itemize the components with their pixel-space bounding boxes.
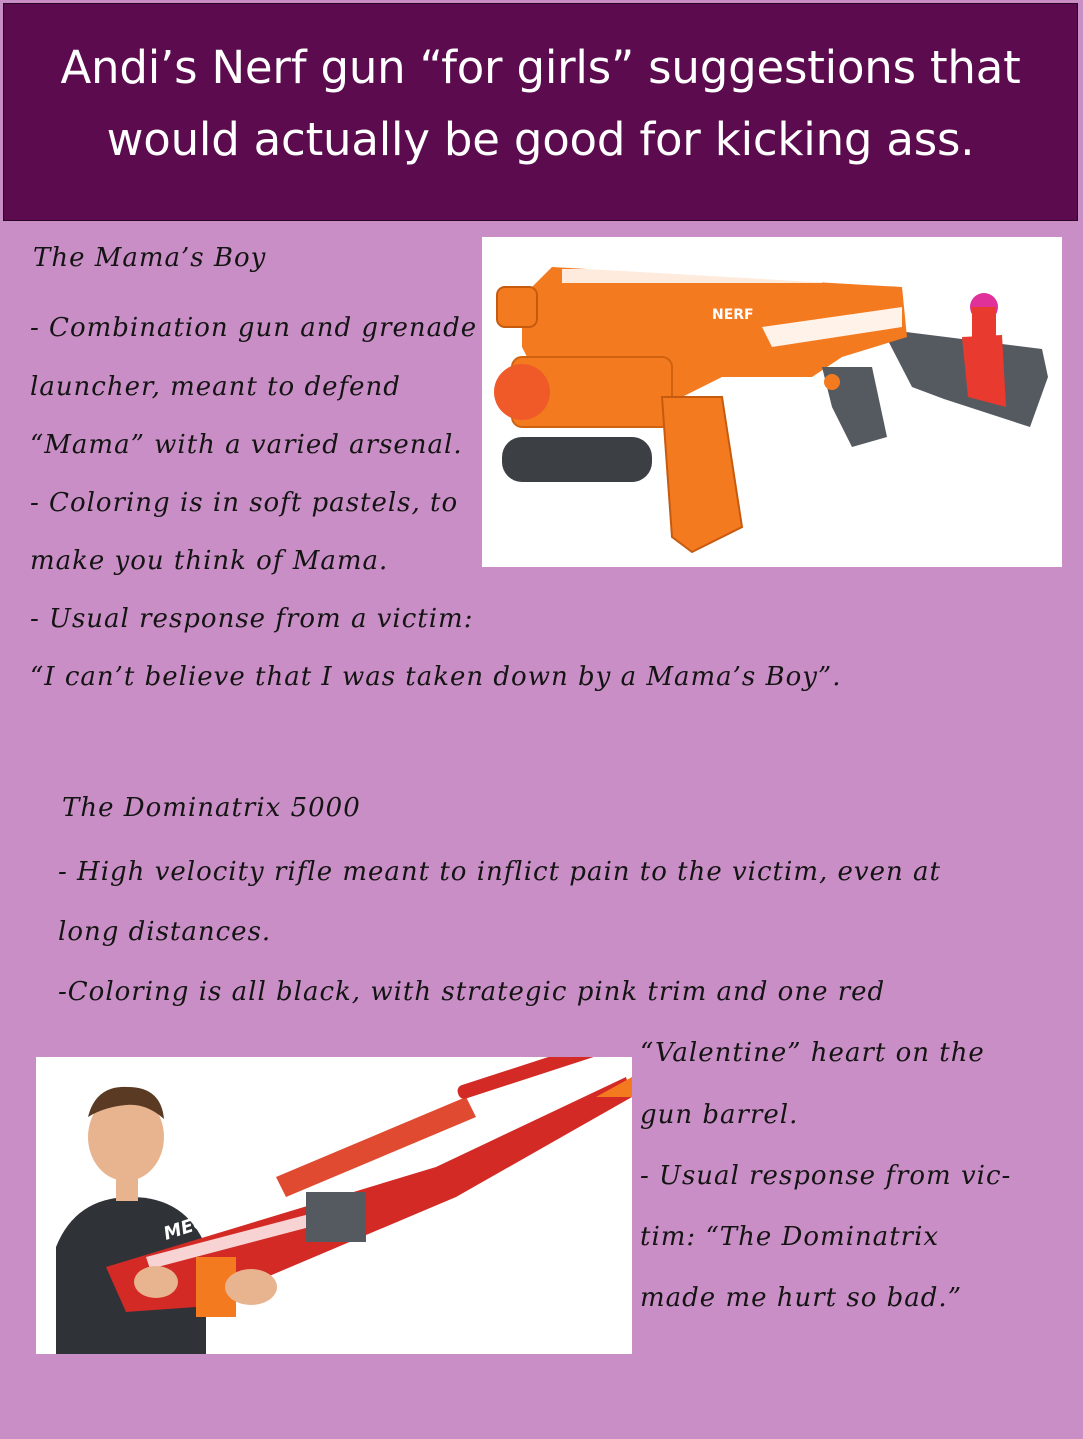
title-line-1: Andi’s Nerf gun “for girls” suggestions that [60,41,1021,94]
foregrip [502,437,652,482]
section1-line: make you think of Mama. [30,546,389,576]
section1-line: “I can’t believe that I was taken down by a Mama’s Boy”. [30,662,842,692]
rifle-body [106,1077,632,1312]
section2-heading: The Dominatrix 5000 [62,793,361,823]
section2-line: - High velocity rifle meant to inflict pain to the victim, even at [58,857,941,887]
title-line-2: would actually be good for kicking ass. [106,113,975,166]
section2-line: - Usual response from vic- [640,1161,1012,1191]
section2-line: long distances. [58,917,272,947]
section2-line: made me hurt so bad.” [640,1283,962,1313]
section1-heading: The Mama’s Boy [33,243,267,273]
section2-line: tim: “The Dominatrix [640,1222,940,1252]
section2-line: gun barrel. [640,1100,799,1130]
person-hand [225,1269,277,1305]
mamas-boy-blaster-photo [482,237,1062,567]
orange-blaster-illustration [482,237,1062,567]
grenade-ball [494,364,550,420]
rail-stripe [562,269,822,283]
page-title [4,32,1077,176]
magazine [662,397,742,552]
mega-logo-text: MEGA [161,1206,224,1245]
section1-line: - Coloring is in soft pastels, to [30,488,459,518]
section1-line: - Usual response from a victim: [30,604,474,634]
section1-line: - Combination gun and grenade [30,313,478,343]
dominatrix-blaster-photo [36,1057,632,1354]
section2-line: -Coloring is all black, with strategic pink trim and one red [58,977,886,1007]
title-banner [3,3,1078,221]
section1-line: launcher, meant to defend [30,372,401,402]
rifle-clip [306,1192,366,1242]
section2-line: “Valentine” heart on the [640,1038,985,1068]
section1-line: “Mama” with a varied arsenal. [30,430,463,460]
red-blaster-with-person-illustration [36,1057,632,1354]
nerf-logo-text: NERF [712,307,754,323]
